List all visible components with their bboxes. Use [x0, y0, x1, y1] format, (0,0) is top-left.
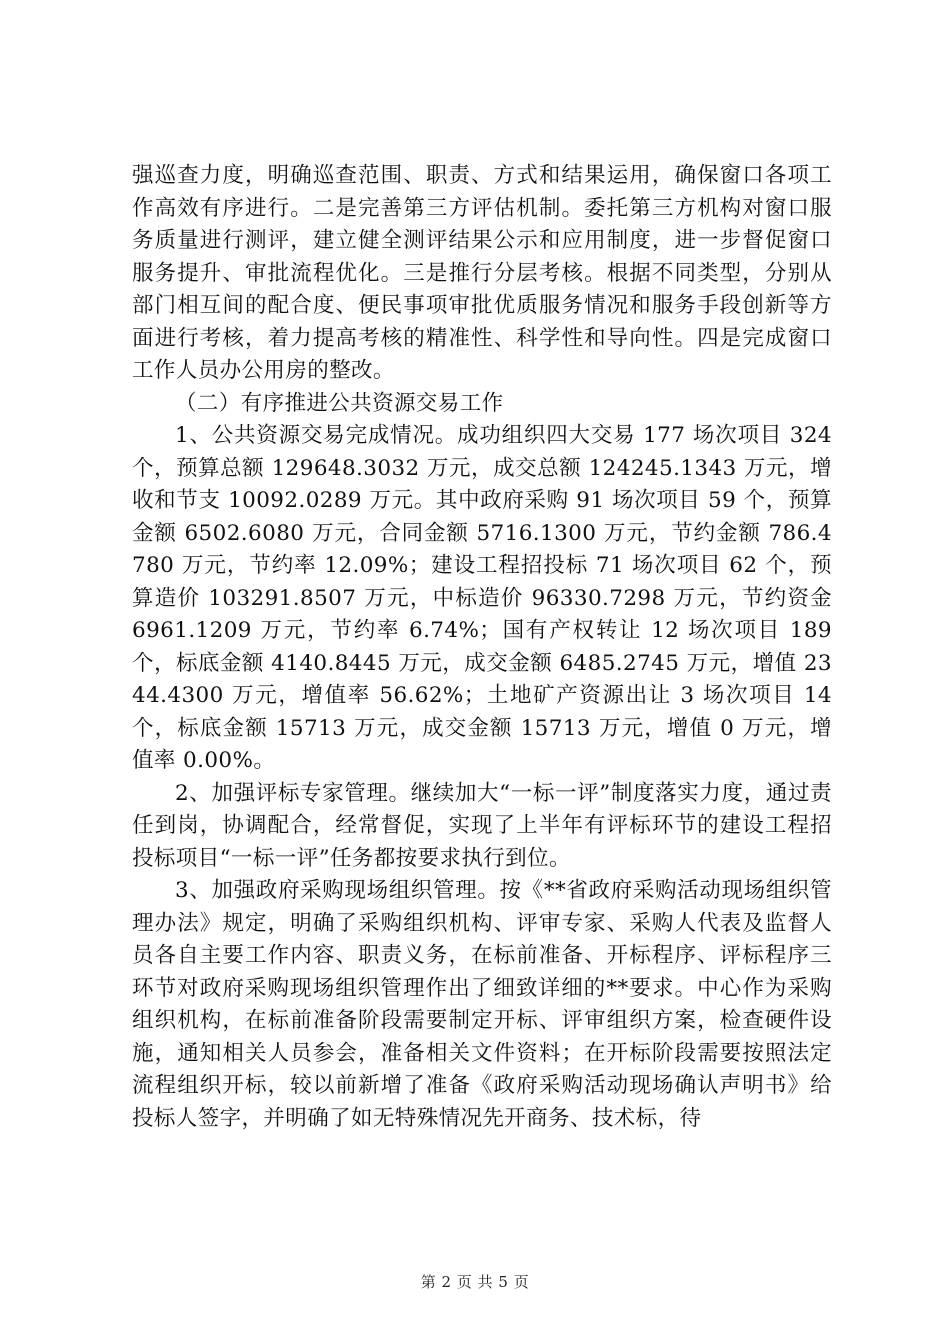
paragraph-inspection-continuation: 强巡查力度，明确巡查范围、职责、方式和结果运用，确保窗口各项工作高效有序进行。二是完善第三方评估机制。委托第三方机构对窗口服务质量进行测评，建立健全测评结果公示和应用制度，进一步督促窗口服务提升、审批流程优化。三是推行分层考核。根据不同类型，分别从部门相互间的配合度、便民事项审批优质服务情况和服务手段创新等方面进行考核，着力提高考核的精准性、科学性和导向性。四是完成窗口工作人员办公用房的整改。: [132, 163, 832, 383]
page-footer: 第 2 页 共 5 页: [420, 1273, 530, 1291]
document-body: [132, 160, 832, 1135]
paragraph-procurement-site-management: 3、加强政府采购现场组织管理。按《**省政府采购活动现场组织管理办法》规定，明确了采购组织机构、评审专家、采购人代表及监督人员各自主要工作内容、职责义务，在标前准备、开标程序、评标程序三环节对政府采购现场组织管理作出了细致详细的**要求。中心作为采购组织机构，在标前准备阶段需要制定开标、评审组织方案，检查硬件设施，通知相关人员参会，准备相关文件资料；在开标阶段需要按照法定流程组织开标，较以前新增了准备《政府采购活动现场确认声明书》给投标人签字，并明确了如无特殊情况先开商务、技术标，待: [132, 878, 832, 1131]
section-heading-public-resource-trading: （二）有序推进公共资源交易工作: [175, 390, 504, 416]
paragraph-trading-results: 1、公共资源交易完成情况。成功组织四大交易 177 场次项目 324 个，预算总额 129648.3032 万元，成交总额 124245.1343 万元，增收和节支 10092.0289 万元。其中政府采购 91 场次项目 59 个，预算金额 6502.6080 万元，合同金额 5716.1300 万元，节约金额 786.4780 万元，节约率 12.09%；建设工程招投标 71 场次项目 62 个，预算造价 103291.8507 万元，中标造价 96330.7298 万元，节约资金 6961.1209 万元，节约率 6.74%；国有产权转让 12 场次项目 189 个，标底金额 4140.8445 万元，成交金额 6485.2745 万元，增值 2344.4300 万元，增值率 56.62%；土地矿产资源出让 3 场次项目 14 个，标底金额 15713 万元，成交金额 15713 万元，增值 0 万元，增值率 0.00%。: [132, 423, 832, 773]
paragraph-expert-management: 2、加强评标专家管理。继续加大“一标一评”制度落实力度，通过责任到岗，协调配合，经常督促，实现了上半年有评标环节的建设工程招投标项目“一标一评”任务都按要求执行到位。: [132, 780, 832, 871]
